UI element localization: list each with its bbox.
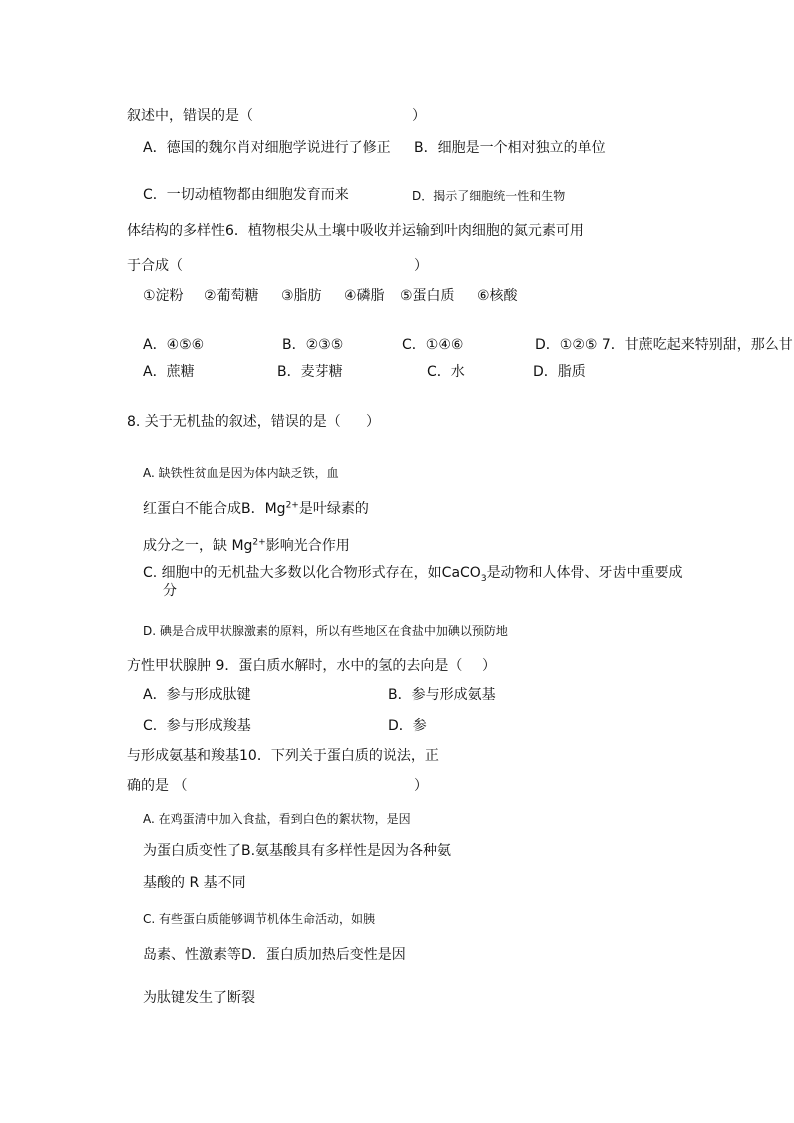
option-c: C．参与形成羧基	[143, 718, 251, 734]
option-b: B．麦芽糖	[277, 364, 343, 380]
option-c	[143, 564, 683, 582]
text-line: 体结构的多样性6．植物根尖从土壤中吸收并运输到叶肉细胞的氮元素可用	[127, 223, 584, 239]
superscript: 2+	[285, 500, 299, 511]
text-line: ）	[414, 258, 428, 274]
option-d: D. 碘是合成甲状腺激素的原料，所以有些地区在食盐中加碘以预防地	[143, 624, 508, 638]
question-9: 方性甲状腺肿 9．蛋白质水解时，水中的氢的去向是（	[127, 658, 463, 674]
option-c: C．①④⑥	[402, 337, 464, 353]
text-line: 为蛋白质变性了B.氨基酸具有多样性是因为各种氨	[143, 843, 452, 859]
text-part: 红蛋白不能合成B．Mg	[143, 501, 286, 517]
option-d: D．揭示了细胞统一性和生物	[412, 189, 566, 203]
text-line: 确的是 （	[127, 778, 188, 794]
option-b: B．②③⑤	[282, 337, 344, 353]
text-line: 岛素、性激素等D．蛋白质加热后变性是因	[143, 947, 406, 963]
option-d: D．脂质	[533, 364, 586, 380]
text-line: 为肽键发生了断裂	[143, 990, 255, 1006]
option-b: B．参与形成氨基	[388, 687, 496, 703]
option-a: A. 缺铁性贫血是因为体内缺乏铁，血	[143, 466, 339, 480]
text-part: 是动物和人体骨、牙齿中重要成	[486, 565, 683, 581]
text-part: 是叶绿素的	[298, 501, 369, 517]
text-line: 叙述中，错误的是（	[127, 108, 253, 124]
option-d: D．①②⑤ 7．甘蔗吃起来特别甜，那么甘	[535, 337, 793, 353]
question-8: 8. 关于无机盐的叙述，错误的是（	[127, 414, 341, 430]
item: ⑤蛋白质	[400, 288, 455, 304]
text-line: ）	[482, 658, 496, 674]
option-a: A．参与形成肽键	[143, 687, 251, 703]
option-a: A．蔗糖	[143, 364, 195, 380]
option-a: A. 在鸡蛋清中加入食盐，看到白色的絮状物，是因	[143, 812, 411, 826]
text-line: 分	[163, 583, 177, 599]
text-line	[143, 500, 369, 518]
text-part: C. 细胞中的无机盐大多数以化合物形式存在，如CaCO	[143, 565, 481, 581]
superscript: 2+	[252, 537, 266, 548]
option-c: C．一切动植物都由细胞发育而来	[143, 187, 349, 203]
text-line	[143, 537, 350, 555]
option-b: B．细胞是一个相对独立的单位	[414, 140, 606, 156]
text-line: 于合成（	[127, 258, 183, 274]
option-a: A．④⑤⑥	[143, 337, 205, 353]
item: ⑥核酸	[477, 288, 518, 304]
item: ②葡萄糖	[204, 288, 259, 304]
text-line: ）	[414, 778, 428, 794]
item: ④磷脂	[344, 288, 385, 304]
question-10: 与形成氨基和羧基10．下列关于蛋白质的说法，正	[127, 748, 439, 764]
text-line: ）	[366, 414, 380, 430]
text-part: 成分之一，缺 Mg	[143, 538, 253, 554]
text-line: ）	[412, 108, 426, 124]
option-c: C．水	[427, 364, 465, 380]
option-a: A．德国的魏尔肖对细胞学说进行了修正	[143, 140, 391, 156]
option-c: C. 有些蛋白质能够调节机体生命活动，如胰	[143, 912, 376, 926]
subscript: 3	[480, 573, 487, 584]
item: ③脂肪	[281, 288, 322, 304]
text-part: 影响光合作用	[265, 538, 350, 554]
item: ①淀粉	[143, 288, 184, 304]
option-d: D．参	[388, 718, 427, 734]
text-line: 基酸的 R 基不同	[143, 875, 246, 891]
